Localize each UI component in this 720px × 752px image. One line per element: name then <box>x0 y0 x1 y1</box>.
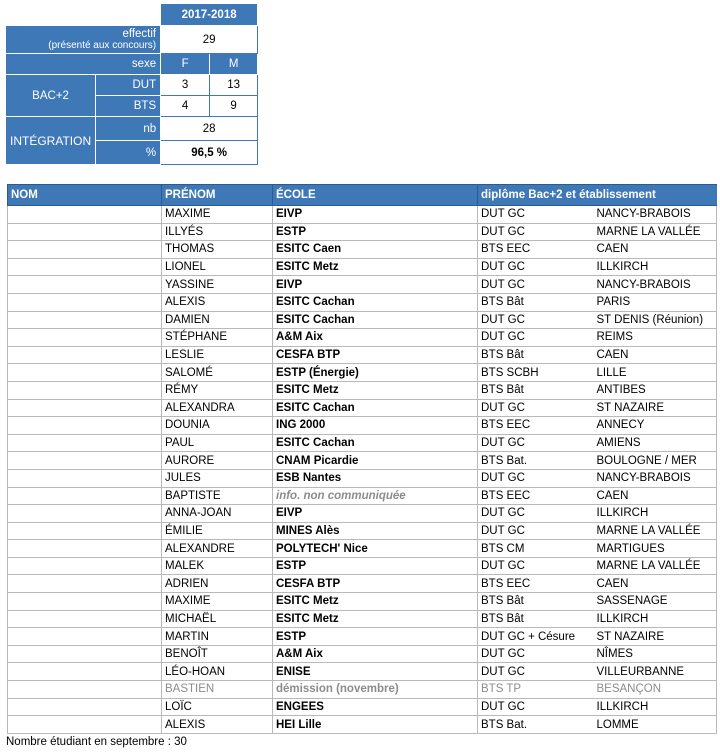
ville-cell: BOULOGNE / MER <box>594 452 717 470</box>
summary-pct-label: % <box>96 141 161 165</box>
prenom-cell: LÉO-HOAN <box>162 663 273 681</box>
ecole-cell: EIVP <box>273 505 478 523</box>
diplome-cell: DUT GC <box>478 276 594 294</box>
effectif-label: effectif <box>122 27 157 40</box>
ecole-cell: CESFA BTP <box>273 575 478 593</box>
prenom-cell: MICHAËL <box>162 610 273 628</box>
table-row <box>8 206 717 224</box>
table-row <box>8 505 717 523</box>
nom-cell <box>8 223 162 241</box>
summary-year: 2017-2018 <box>161 4 258 26</box>
nom-cell <box>8 434 162 452</box>
table-row <box>8 610 717 628</box>
prenom-cell: LIONEL <box>162 258 273 276</box>
ville-cell: REIMS <box>594 329 717 347</box>
ecole-cell: ESITC Metz <box>273 381 478 399</box>
ecole-cell: ESITC Cachan <box>273 434 478 452</box>
ville-cell: LILLE <box>594 364 717 382</box>
ecole-cell: EIVP <box>273 206 478 224</box>
ville-cell: ST NAZAIRE <box>594 628 717 646</box>
diplome-cell: DUT GC + Césure <box>478 628 594 646</box>
ecole-cell: POLYTECH' Nice <box>273 540 478 558</box>
ville-cell: AMIENS <box>594 434 717 452</box>
summary-effectif-label <box>6 26 161 54</box>
diplome-cell: BTS EEC <box>478 575 594 593</box>
table-row <box>8 469 717 487</box>
student-rows <box>8 206 717 734</box>
ville-cell: BESANÇON <box>594 681 717 699</box>
nom-cell <box>8 206 162 224</box>
summary-sexe-label: sexe <box>6 54 161 75</box>
diplome-cell: DUT GC <box>478 557 594 575</box>
diplome-cell: BTS TP <box>478 681 594 699</box>
summary-effectif-value: 29 <box>161 26 258 54</box>
nom-cell <box>8 628 162 646</box>
nom-cell <box>8 522 162 540</box>
ville-cell: CAEN <box>594 575 717 593</box>
ecole-cell: A&M Aix <box>273 645 478 663</box>
prenom-cell: PAUL <box>162 434 273 452</box>
ville-cell: MARNE LA VALLÉE <box>594 522 717 540</box>
diplome-cell: BTS EEC <box>478 417 594 435</box>
summary-corner <box>6 4 161 26</box>
table-row <box>8 311 717 329</box>
summary-sexe-f: F <box>161 54 210 75</box>
ville-cell: NANCY-BRABOIS <box>594 206 717 224</box>
prenom-cell: MAXIME <box>162 206 273 224</box>
table-row <box>8 364 717 382</box>
prenom-cell: ALEXANDRA <box>162 399 273 417</box>
ville-cell: ILLKIRCH <box>594 505 717 523</box>
ecole-cell: ENISE <box>273 663 478 681</box>
prenom-cell: MAXIME <box>162 593 273 611</box>
table-row <box>8 399 717 417</box>
prenom-cell: STÉPHANE <box>162 329 273 347</box>
diplome-cell: BTS Bât <box>478 593 594 611</box>
header-diplome: diplôme Bac+2 et établissement <box>478 185 717 206</box>
nom-cell <box>8 487 162 505</box>
ville-cell: ANNECY <box>594 417 717 435</box>
prenom-cell: ALEXIS <box>162 716 273 734</box>
nom-cell <box>8 505 162 523</box>
prenom-cell: ADRIEN <box>162 575 273 593</box>
diplome-cell: DUT GC <box>478 469 594 487</box>
nom-cell <box>8 716 162 734</box>
diplome-cell: DUT GC <box>478 663 594 681</box>
summary-bts-f: 4 <box>161 96 210 117</box>
table-row <box>8 434 717 452</box>
prenom-cell: MARTIN <box>162 628 273 646</box>
diplome-cell: BTS Bât <box>478 610 594 628</box>
effectif-sub-label: (présenté aux concours) <box>48 39 157 51</box>
table-row <box>8 628 717 646</box>
table-row <box>8 241 717 259</box>
diplome-cell: BTS EEC <box>478 241 594 259</box>
ecole-cell: ESITC Cachan <box>273 399 478 417</box>
prenom-cell: LOÏC <box>162 698 273 716</box>
table-row <box>8 276 717 294</box>
prenom-cell: ANNA-JOAN <box>162 505 273 523</box>
ville-cell: PARIS <box>594 293 717 311</box>
diplome-cell: DUT GC <box>478 698 594 716</box>
ecole-cell: HEI Lille <box>273 716 478 734</box>
diplome-cell: DUT GC <box>478 311 594 329</box>
prenom-cell: YASSINE <box>162 276 273 294</box>
ecole-cell: ESITC Caen <box>273 241 478 259</box>
diplome-cell: BTS Bat. <box>478 452 594 470</box>
summary-nb-label: nb <box>96 117 161 141</box>
diplome-cell: DUT GC <box>478 434 594 452</box>
table-row <box>8 593 717 611</box>
nom-cell <box>8 241 162 259</box>
ecole-cell: démission (novembre) <box>273 681 478 699</box>
diplome-cell: DUT GC <box>478 206 594 224</box>
nom-cell <box>8 381 162 399</box>
ecole-cell: ING 2000 <box>273 417 478 435</box>
nom-cell <box>8 276 162 294</box>
nom-cell <box>8 593 162 611</box>
ecole-cell: ESTP <box>273 628 478 646</box>
header-nom: NOM <box>8 185 162 206</box>
ville-cell: ILLKIRCH <box>594 610 717 628</box>
summary-bac2-label: BAC+2 <box>6 75 96 117</box>
nom-cell <box>8 610 162 628</box>
summary-dut-label: DUT <box>96 75 161 96</box>
table-row <box>8 698 717 716</box>
diplome-cell: DUT GC <box>478 258 594 276</box>
table-row <box>8 223 717 241</box>
footer-note: Nombre étudiant en septembre : 30 <box>6 736 187 748</box>
summary-dut-f: 3 <box>161 75 210 96</box>
table-row <box>8 663 717 681</box>
diplome-cell: DUT GC <box>478 505 594 523</box>
nom-cell <box>8 698 162 716</box>
ville-cell: CAEN <box>594 241 717 259</box>
ville-cell: ILLKIRCH <box>594 698 717 716</box>
nom-cell <box>8 663 162 681</box>
prenom-cell: ILLYÉS <box>162 223 273 241</box>
table-row <box>8 329 717 347</box>
nom-cell <box>8 399 162 417</box>
summary-integration-label: INTÉGRATION <box>6 117 96 165</box>
prenom-cell: BENOÎT <box>162 645 273 663</box>
diplome-cell: BTS Bât <box>478 293 594 311</box>
ville-cell: ANTIBES <box>594 381 717 399</box>
prenom-cell: RÉMY <box>162 381 273 399</box>
nom-cell <box>8 417 162 435</box>
nom-cell <box>8 540 162 558</box>
table-row <box>8 557 717 575</box>
diplome-cell: DUT GC <box>478 645 594 663</box>
nom-cell <box>8 557 162 575</box>
ecole-cell: MINES Alès <box>273 522 478 540</box>
table-row <box>8 346 717 364</box>
ecole-cell: ENGEES <box>273 698 478 716</box>
nom-cell <box>8 645 162 663</box>
table-row <box>8 293 717 311</box>
nom-cell <box>8 364 162 382</box>
prenom-cell: AURORE <box>162 452 273 470</box>
diplome-cell: BTS CM <box>478 540 594 558</box>
ecole-cell: A&M Aix <box>273 329 478 347</box>
prenom-cell: MALEK <box>162 557 273 575</box>
prenom-cell: SALOMÉ <box>162 364 273 382</box>
diplome-cell: DUT GC <box>478 399 594 417</box>
ville-cell: MARNE LA VALLÉE <box>594 557 717 575</box>
header-prenom: PRÉNOM <box>162 185 273 206</box>
table-row <box>8 681 717 699</box>
prenom-cell: ALEXANDRE <box>162 540 273 558</box>
nom-cell <box>8 575 162 593</box>
ville-cell: SASSENAGE <box>594 593 717 611</box>
diplome-cell: BTS EEC <box>478 487 594 505</box>
nom-cell <box>8 311 162 329</box>
summary-dut-m: 13 <box>210 75 258 96</box>
table-row <box>8 258 717 276</box>
ecole-cell: CESFA BTP <box>273 346 478 364</box>
table-row <box>8 575 717 593</box>
ville-cell: LOMME <box>594 716 717 734</box>
diplome-cell: BTS SCBH <box>478 364 594 382</box>
prenom-cell: ALEXIS <box>162 293 273 311</box>
prenom-cell: LESLIE <box>162 346 273 364</box>
table-row <box>8 540 717 558</box>
diplome-cell: DUT GC <box>478 223 594 241</box>
summary-pct-value: 96,5 % <box>161 141 258 165</box>
summary-sexe-m: M <box>210 54 258 75</box>
ville-cell: MARNE LA VALLÉE <box>594 223 717 241</box>
ville-cell: NÎMES <box>594 645 717 663</box>
students-table <box>7 184 717 734</box>
header-ecole: ÉCOLE <box>273 185 478 206</box>
ville-cell: NANCY-BRABOIS <box>594 469 717 487</box>
ecole-cell: CNAM Picardie <box>273 452 478 470</box>
ecole-cell: ESITC Metz <box>273 610 478 628</box>
ville-cell: ST DENIS (Réunion) <box>594 311 717 329</box>
diplome-cell: DUT GC <box>478 522 594 540</box>
summary-bts-m: 9 <box>210 96 258 117</box>
diplome-cell: BTS Bat. <box>478 716 594 734</box>
summary-bts-label: BTS <box>96 96 161 117</box>
diplome-cell: BTS Bât <box>478 381 594 399</box>
diplome-cell: BTS Bât <box>478 346 594 364</box>
ecole-cell: EIVP <box>273 276 478 294</box>
ecole-cell: ESB Nantes <box>273 469 478 487</box>
prenom-cell: BASTIEN <box>162 681 273 699</box>
prenom-cell: BAPTISTE <box>162 487 273 505</box>
ville-cell: MARTIGUES <box>594 540 717 558</box>
prenom-cell: DAMIEN <box>162 311 273 329</box>
ville-cell: CAEN <box>594 346 717 364</box>
prenom-cell: ÉMILIE <box>162 522 273 540</box>
nom-cell <box>8 346 162 364</box>
nom-cell <box>8 258 162 276</box>
ecole-cell: info. non communiquée <box>273 487 478 505</box>
summary-nb-value: 28 <box>161 117 258 141</box>
ville-cell: CAEN <box>594 487 717 505</box>
table-row <box>8 417 717 435</box>
table-row <box>8 487 717 505</box>
table-row <box>8 452 717 470</box>
nom-cell <box>8 469 162 487</box>
ville-cell: ST NAZAIRE <box>594 399 717 417</box>
nom-cell <box>8 681 162 699</box>
ecole-cell: ESITC Metz <box>273 258 478 276</box>
prenom-cell: DOUNIA <box>162 417 273 435</box>
nom-cell <box>8 329 162 347</box>
summary-table <box>5 3 258 165</box>
ecole-cell: ESITC Cachan <box>273 311 478 329</box>
nom-cell <box>8 452 162 470</box>
ville-cell: NANCY-BRABOIS <box>594 276 717 294</box>
prenom-cell: JULES <box>162 469 273 487</box>
ecole-cell: ESTP (Énergie) <box>273 364 478 382</box>
prenom-cell: THOMAS <box>162 241 273 259</box>
ecole-cell: ESITC Metz <box>273 593 478 611</box>
ville-cell: ILLKIRCH <box>594 258 717 276</box>
nom-cell <box>8 293 162 311</box>
table-row <box>8 381 717 399</box>
ecole-cell: ESTP <box>273 557 478 575</box>
ecole-cell: ESTP <box>273 223 478 241</box>
table-row <box>8 522 717 540</box>
ville-cell: VILLEURBANNE <box>594 663 717 681</box>
diplome-cell: DUT GC <box>478 329 594 347</box>
table-row <box>8 645 717 663</box>
table-row <box>8 716 717 734</box>
ecole-cell: ESITC Cachan <box>273 293 478 311</box>
